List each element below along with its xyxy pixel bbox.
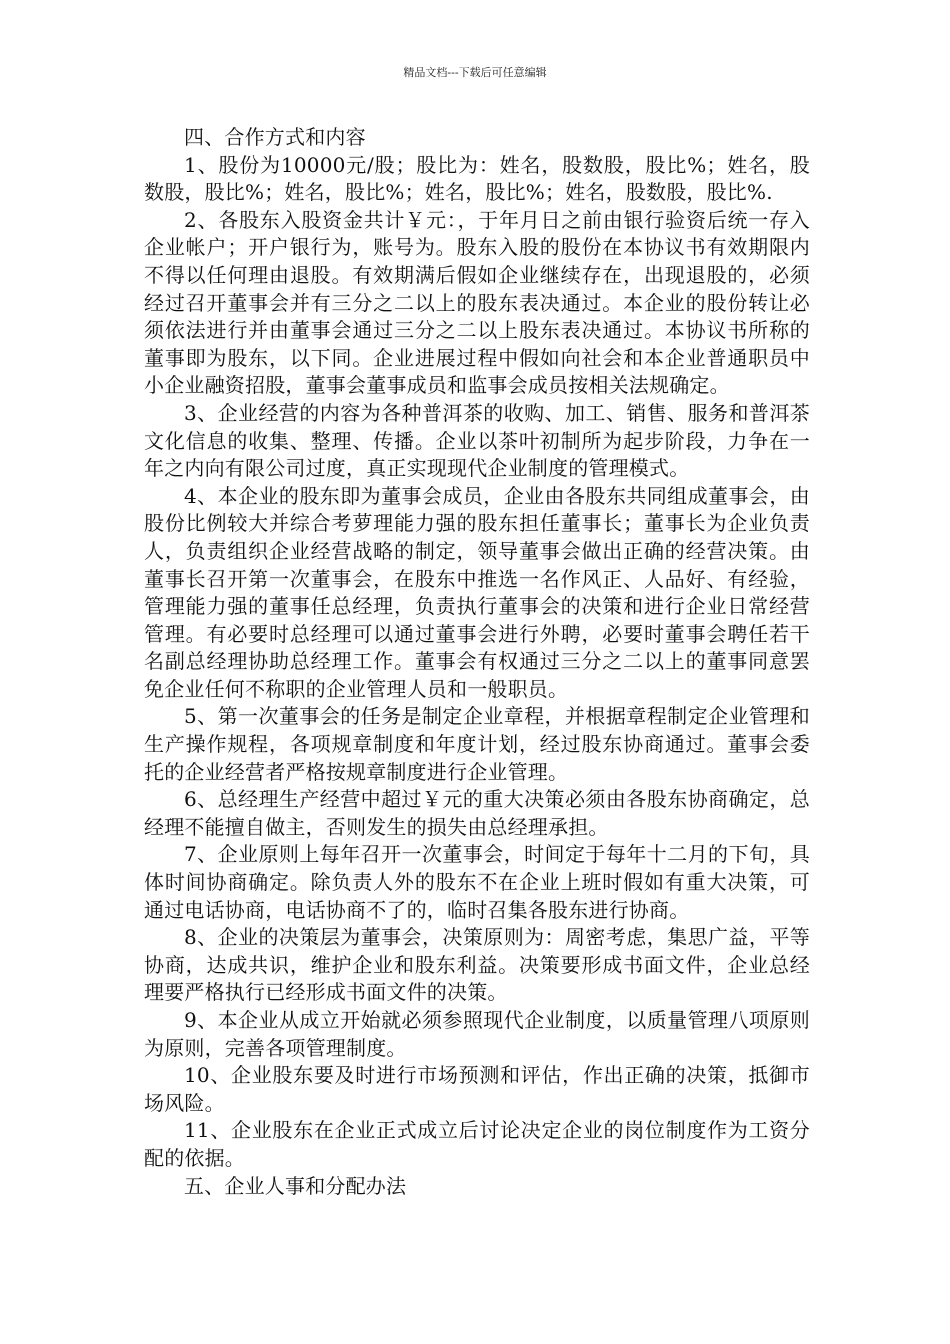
paragraph: 11、企业股东在企业正式成立后讨论决定企业的岗位制度作为工资分配的依据。 (144, 1118, 810, 1170)
paragraph: 4、本企业的股东即为董事会成员，企业由各股东共同组成董事会，由股份比例较大并综合考萝理能力强的股东担任董事长；董事长为企业负责人，负责组织企业经营战略的制定，领导董事会做出正确的经营决策。由董事长召开第一次董事会，在股东中推选一名作风正、人品好、有经验，管理能力强的董事任总经理，负责执行董事会的决策和进行企业日常经营管理。有必要时总经理可以通过董事会进行外聘，必要时董事会聘任若干名副总经理协助总经理工作。董事会有权通过三分之二以上的董事同意罢免企业任何不称职的企业管理人员和一般职员。 (144, 483, 810, 701)
paragraph: 1、股份为10000元/股；股比为：姓名，股数股，股比%；姓名，股数股，股比%；姓名，股比%；姓名，股比%；姓名，股数股，股比%. (144, 152, 810, 205)
section-heading: 五、企业人事和分配办法 (184, 1173, 407, 1198)
paragraph: 5、第一次董事会的任务是制定企业章程，并根据章程制定企业管理和生产操作规程，各项规章制度和年度计划，经过股东协商通过。董事会委托的企业经营者严格按规章制度进行企业管理。 (144, 704, 810, 784)
paragraph: 7、企业原则上每年召开一次董事会，时间定于每年十二月的下旬，具体时间协商确定。除负责人外的股东不在企业上班时假如有重大决策，可通过电话协商，电话协商不了的，临时召集各股东进行协商。 (144, 842, 810, 922)
document-body (144, 124, 810, 1200)
page-header: 精品文档---下载后可任意编辑 (403, 66, 547, 79)
paragraph: 10、企业股东要及时进行市场预测和评估，作出正确的决策，抵御市场风险。 (144, 1063, 810, 1115)
paragraph: 6、总经理生产经营中超过￥元的重大决策必须由各股东协商确定，总经理不能擅自做主，否则发生的损失由总经理承担。 (144, 787, 810, 839)
paragraph: 3、企业经营的内容为各种普洱茶的收购、加工、销售、服务和普洱茶文化信息的收集、整理、传播。企业以茶叶初制所为起步阶段，力争在一年之内向有限公司过度，真正实现现代企业制度的管理模式。 (144, 400, 810, 481)
paragraph: 8、企业的决策层为董事会，决策原则为：周密考虑，集思广益，平等协商，达成共识，维护企业和股东利益。决策要形成书面文件，企业总经理要严格执行已经形成书面文件的决策。 (144, 925, 810, 1005)
section-heading: 四、合作方式和内容 (184, 125, 366, 149)
paragraph: 2、各股东入股资金共计￥元：，于年月日之前由银行验资后统一存入企业帐户；开户银行为，账号为。股东入股的股份在本协议书有效期限内不得以任何理由退股。有效期满后假如企业继续存在，出现退股的，必须经过召开董事会并有三分之二以上的股东表决通过。本企业的股份转让必须依法进行并由董事会通过三分之二以上股东表决通过。本协议书所称的董事即为股东，以下同。企业进展过程中假如向社会和本企业普通职员中小企业融资招股，董事会董事成员和监事会成员按相关法规确定。 (144, 207, 810, 398)
paragraph: 9、本企业从成立开始就必须参照现代企业制度，以质量管理八项原则为原则，完善各项管理制度。 (144, 1008, 810, 1060)
